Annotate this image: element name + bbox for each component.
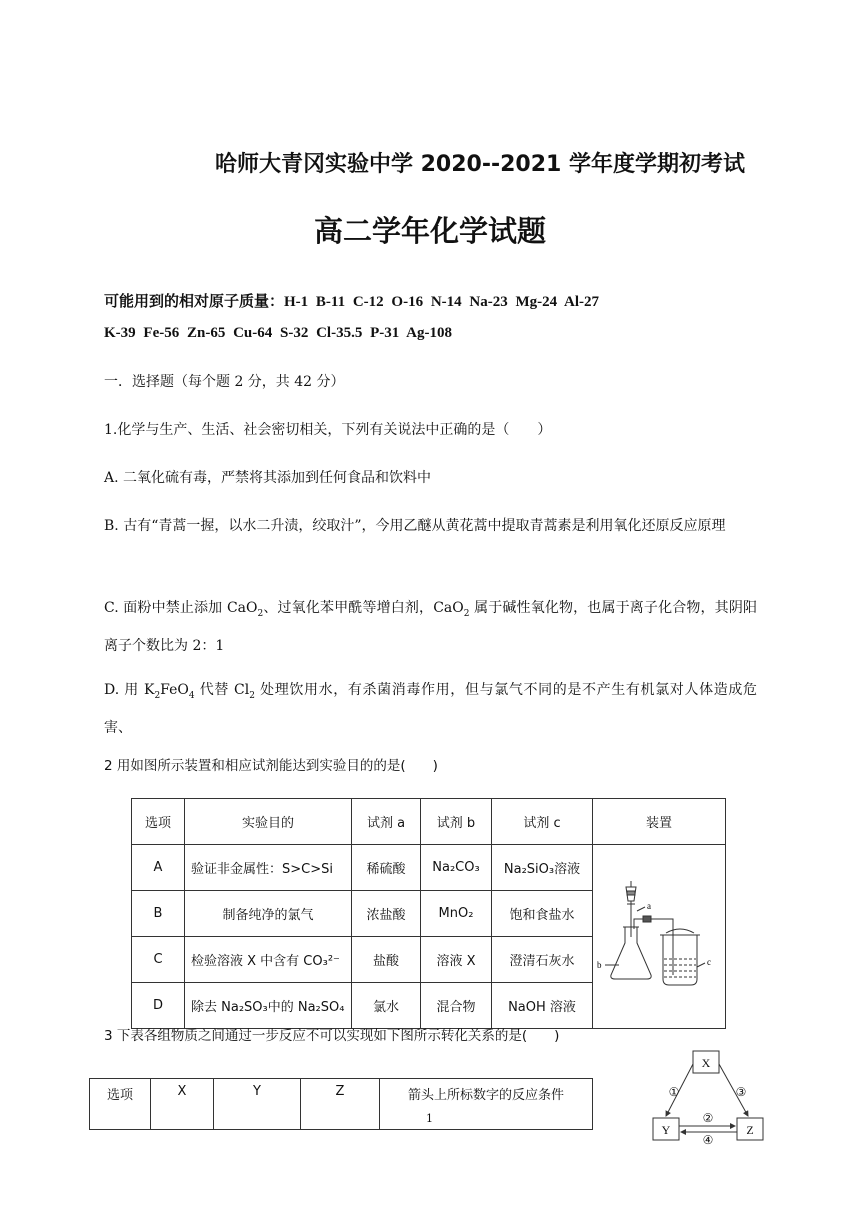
table-row: A 验证非金属性：S>C>Si 稀硫酸 Na₂CO₃ Na₂SiO₃溶液 a b c — [132, 845, 726, 891]
label-2: ② — [702, 1111, 714, 1125]
header-cell: 试剂 c — [492, 799, 593, 845]
table-header-row — [90, 1079, 593, 1130]
label-3: ③ — [735, 1085, 747, 1099]
label-b: b — [597, 959, 602, 970]
q3-table — [89, 1078, 593, 1130]
label-4: ④ — [702, 1133, 714, 1146]
q1-option-d: D. 用 $K_2FeO_4$ 代替 $Cl_2$ 处理饮用水，有杀菌消毒作用，但与氯气不同的是不产生有机氯对人体造成危害、 — [104, 682, 757, 736]
q3-stem: 3 下表各组物质之间通过一步反应不可以实现如下图所示转化关系的是( ) — [104, 1028, 560, 1044]
q2-table — [131, 798, 726, 1029]
atomic-mass-line-2: K-39 Fe-56 Zn-65 Cu-64 S-32 Cl-35.5 P-31 Ag-108 — [104, 325, 452, 341]
node-x: X — [701, 1056, 711, 1070]
label-a: a — [647, 900, 651, 911]
q1-option-b: B. 古有“青蒿一握，以水二升渍，绞取汁”，今用乙醚从黄花蒿中提取青蒿素是利用氧化还原反应原理 — [104, 518, 726, 534]
section-heading: 一．选择题（每个题 2 分，共 42 分） — [104, 374, 345, 390]
node-y: Y — [661, 1123, 671, 1137]
header-cell: Z — [301, 1079, 380, 1130]
q2-stem: 2 用如图所示装置和相应试剂能达到实验目的的是( ) — [104, 758, 438, 774]
q1-option-c: C. 面粉中禁止添加 CaO$_2$、过氧化苯甲酰等增白剂，CaO$_2$ 属于碱性氧化物，也属于离子化合物，其阴阳离子个数比为 2：1 — [104, 600, 757, 654]
table-header-row — [132, 799, 726, 845]
q1-option-a: A. 二氧化硫有毒，严禁将其添加到任何食品和饮料中 — [104, 470, 432, 486]
exam-title: 哈师大青冈实验中学 2020--2021 学年度学期初考试 — [214, 152, 746, 177]
table-row: B 制备纯净的氯气 浓盐酸 MnO₂ 饱和食盐水 — [132, 891, 726, 937]
table-row: D 除去 Na₂SO₃中的 Na₂SO₄ 氯水 混合物 NaOH 溶液 — [132, 983, 726, 1029]
node-z: Z — [746, 1123, 754, 1137]
apparatus-cell — [593, 845, 726, 1029]
header-cell: 箭头上所标数字的反应条件 — [380, 1079, 593, 1130]
conversion-diagram — [636, 1046, 778, 1146]
header-cell: 装置 — [593, 799, 726, 845]
apparatus-diagram — [593, 875, 725, 995]
header-cell: X — [151, 1079, 214, 1130]
exam-subtitle: 高二学年化学试题 — [313, 214, 546, 248]
header-cell: 选项 — [90, 1079, 151, 1130]
atomic-mass-line-1: 可能用到的相对原子质量：H-1 B-11 C-12 O-16 N-14 Na-23 Mg-24 Al-27 — [104, 294, 600, 310]
table-row: C 检验溶液 X 中含有 CO₃²⁻ 盐酸 溶液 X 澄清石灰水 — [132, 937, 726, 983]
header-cell: 选项 — [132, 799, 185, 845]
page-number: 1 — [426, 1112, 433, 1125]
label-1: ① — [668, 1085, 680, 1099]
q1-stem: 1.化学与生产、生活、社会密切相关，下列有关说法中正确的是（ ） — [104, 422, 552, 438]
header-cell: 试剂 a — [352, 799, 421, 845]
header-cell: 试剂 b — [421, 799, 492, 845]
header-cell: Y — [214, 1079, 301, 1130]
label-c: c — [707, 956, 711, 967]
header-cell: 实验目的 — [185, 799, 352, 845]
